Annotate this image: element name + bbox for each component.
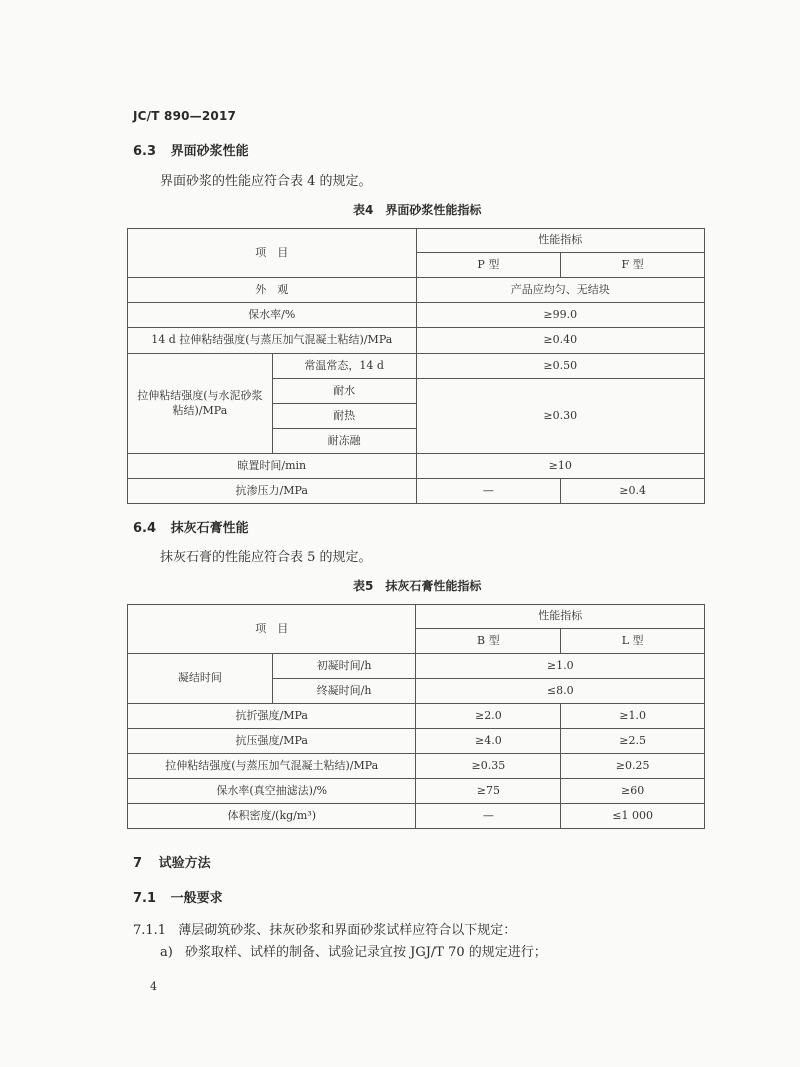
table5 xyxy=(127,604,705,829)
clause-7-1-1 xyxy=(133,919,516,938)
row-value: ≥1.0 xyxy=(416,654,705,679)
row-value: 产品应均匀、无结块 xyxy=(416,278,704,303)
table-row xyxy=(128,729,705,754)
list-item xyxy=(160,941,547,960)
row-value: ≥0.50 xyxy=(416,354,704,379)
table4 xyxy=(127,228,705,504)
row-label: 14 d 拉伸粘结强度(与蒸压加气混凝土粘结)/MPa xyxy=(128,328,417,354)
table-row xyxy=(128,654,705,679)
row-label: 抗压强度/MPa xyxy=(128,729,416,754)
section-title: 试验方法 xyxy=(158,856,211,871)
table-row xyxy=(128,704,705,729)
row-value: ≥0.30 xyxy=(416,379,704,454)
sub-label: 初凝时间/h xyxy=(272,654,416,679)
sub-label: 耐冻融 xyxy=(272,429,416,454)
sub-label: 终凝时间/h xyxy=(272,679,416,704)
row-value-b: ≥75 xyxy=(416,779,561,804)
section-number: 6.4 xyxy=(133,521,157,536)
standard-number: JC/T 890—2017 xyxy=(133,109,237,123)
clause-text: 薄层砌筑砂浆、抹灰砂浆和界面砂浆试样应符合以下规定： xyxy=(178,923,517,938)
row-value-f: ≥0.4 xyxy=(561,479,705,504)
row-label: 体积密度/(kg/m³) xyxy=(128,804,416,829)
table5-head-l: L 型 xyxy=(561,629,705,654)
table-row xyxy=(128,754,705,779)
section-7-1-heading xyxy=(133,887,223,906)
table5-caption: 表5 抹灰石膏性能指标 xyxy=(353,579,482,593)
table4-head-p: P 型 xyxy=(416,253,561,278)
table-row xyxy=(128,354,705,379)
row-value-l: ≥0.25 xyxy=(561,754,705,779)
table-row xyxy=(128,278,705,303)
section-number: 7 xyxy=(133,856,143,871)
section-number: 6.3 xyxy=(133,144,157,159)
table-row xyxy=(128,303,705,328)
row-value-b: ≥2.0 xyxy=(416,704,561,729)
row-label: 抗渗压力/MPa xyxy=(128,479,417,504)
row-value: ≥10 xyxy=(416,454,704,479)
table-row xyxy=(128,779,705,804)
row-value-l: ≥1.0 xyxy=(561,704,705,729)
section-6-4-heading xyxy=(133,517,249,536)
sub-label: 常温常态，14 d xyxy=(272,354,416,379)
table5-head-item: 项 目 xyxy=(128,605,416,654)
row-value: ≤8.0 xyxy=(416,679,705,704)
row-label: 保水率/% xyxy=(128,303,417,328)
row-label: 抗折强度/MPa xyxy=(128,704,416,729)
row-value-l: ≤1 000 xyxy=(561,804,705,829)
table-row xyxy=(128,454,705,479)
list-text: 砂浆取样、试样的制备、试验记录宜按 JGJ/T 70 的规定进行； xyxy=(184,945,547,960)
section-title: 抹灰石膏性能 xyxy=(170,521,249,536)
row-value-b: ≥0.35 xyxy=(416,754,561,779)
clause-number: 7.1.1 xyxy=(133,923,167,938)
table4-caption: 表4 界面砂浆性能指标 xyxy=(353,203,482,217)
table-row xyxy=(128,328,705,354)
row-value-l: ≥60 xyxy=(561,779,705,804)
section-6-3-heading xyxy=(133,140,249,159)
page-number: 4 xyxy=(150,980,157,993)
sub-label: 耐水 xyxy=(272,379,416,404)
section-7-heading xyxy=(133,852,211,871)
row-label: 拉伸粘结强度(与蒸压加气混凝土粘结)/MPa xyxy=(128,754,416,779)
section-title: 界面砂浆性能 xyxy=(170,144,249,159)
section-6-3-text: 界面砂浆的性能应符合表 4 的规定。 xyxy=(160,174,372,189)
section-title: 一般要求 xyxy=(170,891,223,906)
row-value-l: ≥2.5 xyxy=(561,729,705,754)
table5-head-perf: 性能指标 xyxy=(416,605,705,629)
row-label: 凝结时间 xyxy=(128,654,273,704)
list-marker: a) xyxy=(160,945,173,960)
table-row xyxy=(128,804,705,829)
sub-label: 耐热 xyxy=(272,404,416,429)
table-row xyxy=(128,479,705,504)
row-label: 晾置时间/min xyxy=(128,454,417,479)
row-value-p: — xyxy=(416,479,561,504)
row-value-b: — xyxy=(416,804,561,829)
row-value: ≥0.40 xyxy=(416,328,704,354)
row-value-b: ≥4.0 xyxy=(416,729,561,754)
row-label: 外 观 xyxy=(128,278,417,303)
section-number: 7.1 xyxy=(133,891,157,906)
table5-head-b: B 型 xyxy=(416,629,561,654)
table4-head-perf: 性能指标 xyxy=(416,229,704,253)
row-value: ≥99.0 xyxy=(416,303,704,328)
row-label: 拉伸粘结强度(与水泥砂浆粘结)/MPa xyxy=(128,354,273,454)
table4-head-f: F 型 xyxy=(561,253,705,278)
table4-head-item: 项 目 xyxy=(128,229,417,278)
section-6-4-text: 抹灰石膏的性能应符合表 5 的规定。 xyxy=(160,550,372,565)
row-label: 保水率(真空抽滤法)/% xyxy=(128,779,416,804)
